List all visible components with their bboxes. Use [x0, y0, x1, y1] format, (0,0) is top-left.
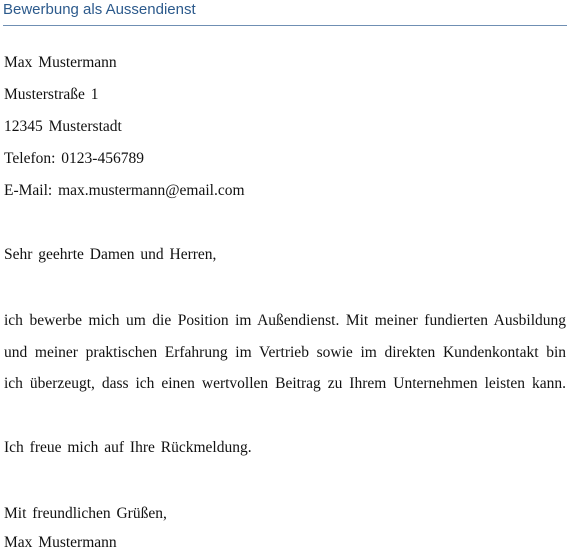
sender-email: E-Mail: max.mustermann@email.com — [4, 182, 245, 199]
salutation: Sehr geehrte Damen und Herren, — [4, 246, 217, 263]
body-line-1 — [4, 311, 566, 331]
signature: Max Mustermann — [4, 534, 117, 551]
closing-paragraph: Ich freue mich auf Ihre Rückmeldung. — [4, 439, 252, 456]
body-line-1-text: ich bewerbe mich um die Position im Außendienst. Mit meiner fundierten Ausbildung — [4, 312, 566, 329]
closing: Mit freundlichen Grüßen, — [4, 505, 167, 522]
body-line-3 — [4, 374, 566, 394]
sender-phone: Telefon: 0123-456789 — [4, 150, 144, 167]
sender-city: 12345 Musterstadt — [4, 118, 122, 135]
sender-street: Musterstraße 1 — [4, 86, 99, 103]
document-title: Bewerbung als Aussendienst — [3, 1, 196, 18]
title-divider — [3, 25, 567, 26]
body-line-2 — [4, 343, 566, 363]
sender-name: Max Mustermann — [4, 54, 117, 71]
body-line-3-text: ich überzeugt, dass ich einen wertvollen Beitrag zu Ihrem Unternehmen leisten kann. — [4, 375, 566, 392]
body-line-2-text: und meiner praktischen Erfahrung im Vertrieb sowie im direkten Kundenkontakt bin — [4, 344, 566, 361]
